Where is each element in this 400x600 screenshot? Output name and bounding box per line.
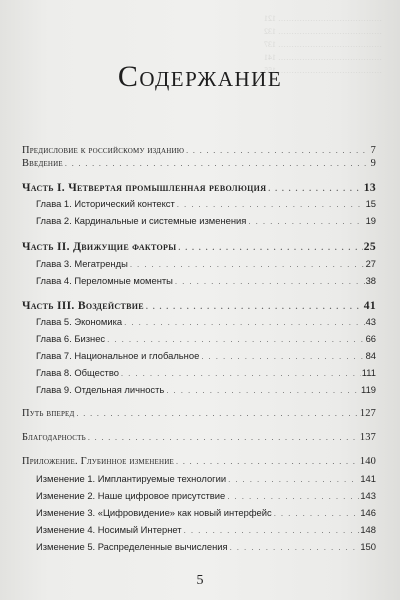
toc-chapter-label: Глава 5. Экономика [36,316,123,327]
toc-entry-page: 66 [365,333,376,344]
toc-entry[interactable] [22,145,376,157]
toc-entry-page: 146 [360,507,376,518]
toc-entry-page: 41 [363,299,376,312]
toc-change-label: Изменение 2. Наше цифровое присутствие [36,490,226,501]
toc-chapter-label: Глава 7. Национальное и глобальное [36,350,200,361]
toc-leader-dots [177,199,365,211]
toc-leader-dots [175,276,365,288]
page-title: Содержание [117,60,283,93]
toc-entry-page: 9 [370,158,376,169]
toc-chapter-label: Глава 4. Переломные моменты [36,275,173,286]
toc-chapter-label: Глава 2. Кардинальные и системные изменения [36,215,247,226]
toc-entry-page: 137 [359,432,376,443]
toc-chapter-entry[interactable] [36,333,376,346]
toc-chapter-entry[interactable] [36,215,376,228]
toc-leader-dots [146,301,363,313]
toc-entry-page: 15 [365,198,376,209]
toc-part-label: Часть I. Четвертая промышленная революция [22,181,267,194]
toc-leader-dots [227,491,359,503]
toc-change-entry[interactable] [36,524,376,537]
toc-part-label: Часть III. Воздействие [22,299,144,312]
toc-chapter-entry[interactable] [36,367,376,380]
toc-chapter-entry[interactable] [36,384,376,397]
toc-part-label: Часть II. Движущие факторы [22,240,177,253]
toc-change-entry[interactable] [36,490,376,503]
toc-entry-label: Благодарность [22,432,86,443]
toc-leader-dots [268,183,363,195]
toc-leader-dots [107,334,364,346]
toc-leader-dots [124,317,364,329]
toc-entry-label: Введение [22,158,63,169]
toc-change-label: Изменение 5. Распределенные вычисления [36,541,228,552]
toc-entry-page: 140 [359,456,376,467]
toc-leader-dots [201,351,364,363]
toc-entry-page: 27 [365,258,376,269]
toc-leader-dots [176,456,359,468]
toc-chapter-entry[interactable] [36,316,376,329]
toc-leader-dots [65,158,370,170]
toc-leader-dots [88,432,359,444]
toc-part-entry[interactable] [22,300,376,313]
toc-leader-dots [248,216,364,228]
toc-entry-page: 84 [365,350,376,361]
toc-change-entry[interactable] [36,473,376,486]
toc-entry[interactable] [22,158,376,170]
toc-chapter-entry[interactable] [36,350,376,363]
toc-entry-page: 127 [359,408,376,419]
toc-leader-dots [230,542,360,554]
toc-chapter-entry[interactable] [36,275,376,288]
toc-leader-dots [274,508,360,520]
toc-entry-page: 111 [361,367,376,378]
toc-entry-page: 148 [360,524,376,535]
toc-entry-page: 119 [361,384,376,395]
page-number: 5 [196,573,204,588]
toc-leader-dots [121,368,361,380]
toc-leader-dots [77,408,359,420]
toc-entry-label: Приложение. Глубинное изменение [22,456,175,467]
toc-change-label: Изменение 4. Носимый Интернет [36,524,182,535]
toc-entry-page: 7 [370,145,376,156]
toc-part-entry[interactable] [22,182,376,195]
toc-chapter-entry[interactable] [36,258,376,271]
toc-chapter-label: Глава 6. Бизнес [36,333,106,344]
toc-entry-page: 19 [365,215,376,226]
toc-leader-dots [178,242,362,254]
toc-change-entry[interactable] [36,541,376,554]
toc-entry-page: 141 [360,473,376,484]
toc-chapter-entry[interactable] [36,198,376,211]
toc-change-label: Изменение 3. «Цифровидение» как новый интерфейс [36,507,272,518]
toc-leader-dots [130,259,365,271]
toc-change-label: Изменение 1. Имплантируемые технологии [36,473,227,484]
toc-entry-page: 25 [363,240,376,253]
toc-leader-dots [186,145,369,157]
toc-part-entry[interactable] [22,241,376,254]
toc-chapter-label: Глава 1. Исторический контекст [36,198,175,209]
toc-entry-label: Путь вперед [22,408,75,419]
toc-leader-dots [228,474,359,486]
toc-entry-page: 38 [365,275,376,286]
toc-leader-dots [184,525,360,537]
toc-entry-page: 143 [360,490,376,501]
toc-entry[interactable] [22,456,376,468]
toc-leader-dots [166,385,360,397]
toc-chapter-label: Глава 8. Общество [36,367,119,378]
toc-entry-page: 150 [360,541,376,552]
bleed-through-text: ………………………………… 121 ………………………………… 132 ………………………………… 137 ………………………………… 141 ………………………………… 155 [264,14,382,75]
toc-entry-page: 13 [363,181,376,194]
toc-chapter-label: Глава 3. Мегатренды [36,258,128,269]
toc-entry[interactable] [22,432,376,444]
toc-change-entry[interactable] [36,507,376,520]
toc-chapter-label: Глава 9. Отдельная личность [36,384,165,395]
toc-entry-page: 43 [365,316,376,327]
toc-entry-label: Предисловие к российскому изданию [22,145,185,156]
toc-entry[interactable] [22,408,376,420]
